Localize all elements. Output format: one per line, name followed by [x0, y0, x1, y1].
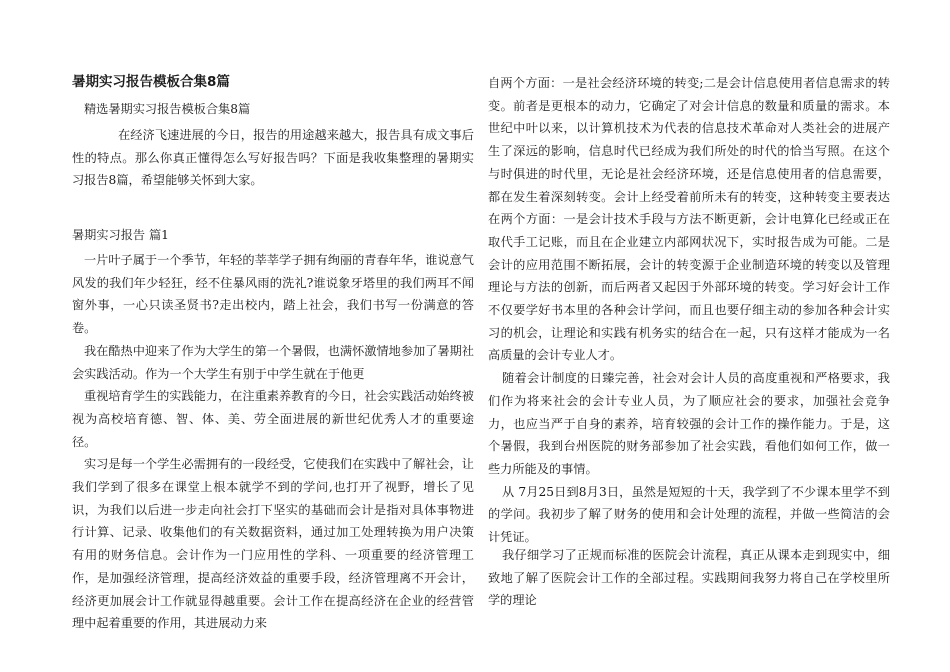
paragraph: 一片叶子属于一个季节，年轻的莘莘学子拥有绚丽的青春年华，谁说意气风发的我们年少轻狂，经不住暴风雨的洗礼?谁说象牙塔里的我们两耳不闻窗外事，一心只读圣贤书?走出校内，踏上社会，我们书写一份满意的答卷。: [72, 253, 474, 336]
right-bottom-body: [488, 544, 890, 612]
paragraph: 实习是每一个学生必需拥有的一段经受，它使我们在实践中了解社会，让我们学到了很多在课堂上根本就学不到的学问,也打开了视野，增长了见识，为我们以后进一步走向社会打下坚实的基础而会计是指对具体事物进行计算、记录、收集他们的有关数据资料，通过加工处理转换为用户决策有用的财务信息。会计作为一门应用性的学科、一项重要的经济管理工作，是加强经济管理，提高经济效益的重要手段，经济管理离不开会计，经济更加展会计工作就显得越重要。会计工作在提高经济在企业的经营管理中起着重要的作用，其进展动力来: [72, 457, 474, 631]
paragraph: 自两个方面：一是社会经济环境的转变;二是会计信息使用者信息需求的转变。前者是更根本的动力，它确定了对会计信息的数量和质量的需求。本世纪中叶以来，以计算机技术为代表的信息技术革命对人类社会的进展产生了深远的影响，信息时代已经成为我们所处的时代的恰当写照。在这个与时俱进的时代里，无论是社会经济环境，还是信息使用者的信息需要，都在发生着深刻转变。会计上经受着前所未有的转变，这种转变主要表达在两个方面：一是会计技术手段与方法不断更新，会计电算化已经或正在取代手工记账，而且在企业建立内部网状况下，实时报告成为可能。二是会计的应用范围不断拓展，会计的转变源于企业制造环境的转变以及管理理论与方法的创新，而后两者又起因于外部环境的转变。学习好会计工作不仅要学好书本里的各种会计学问，而且也要仔细主动的参加各种会计实习的机会，让理论和实践有机务实的结合在一起，只有这样才能成为一名高质量的会计专业人才。: [488, 76, 890, 363]
paragraph: 我在酷热中迎来了作为大学生的第一个暑假，也满怀激情地参加了暑期社会实践活动。作为一个大学生有别于中学生就在于他更: [72, 343, 474, 381]
left-body: [72, 249, 474, 635]
paragraph: 重视培育学生的实践能力，在注重素养教育的今日，社会实践活动始终被视为高校培育德、智、体、美、劳全面进展的新世纪优秀人才的重要途径。: [72, 389, 474, 449]
document-title: 暑期实习报告模板合集8篇: [72, 74, 230, 90]
paragraph: 从 7月25日到8月3日，虽然是短短的十天，我学到了不少课本里学不到的学问。我初步了解了财务的使用和会计处理的流程，并做一些简洁的会计凭证。: [488, 484, 890, 545]
section-heading: 暑期实习报告 篇1: [72, 228, 169, 242]
document-subtitle: 精选暑期实习报告模板合集8篇: [84, 102, 251, 116]
paragraph: 随着会计制度的日臻完善，社会对会计人员的高度重视和严格要求，我们作为将来社会的会计专业人员，为了顺应社会的要求，加强社会竞争力，也应当严于自身的素养，培育较强的会计工作的操作能力。于是，这个暑假，我到台州医院的财务部参加了社会实践，看他们如何工作，做一些力所能及的事情。: [488, 371, 890, 476]
paragraph: 我仔细学习了正规而标准的医院会计流程，真正从课本走到现实中，细致地了解了医院会计工作的全部过程。实践期间我努力将自己在学校里所学的理论: [488, 548, 890, 608]
intro-paragraph: 在经济飞速进展的今日，报告的用途越来越大，报告具有成文事后性的特点。那么你真正懂得怎么写好报告吗？下面是我收集整理的暑期实习报告8篇，希望能够关怀到大家。: [72, 128, 474, 188]
right-body: [488, 72, 890, 549]
